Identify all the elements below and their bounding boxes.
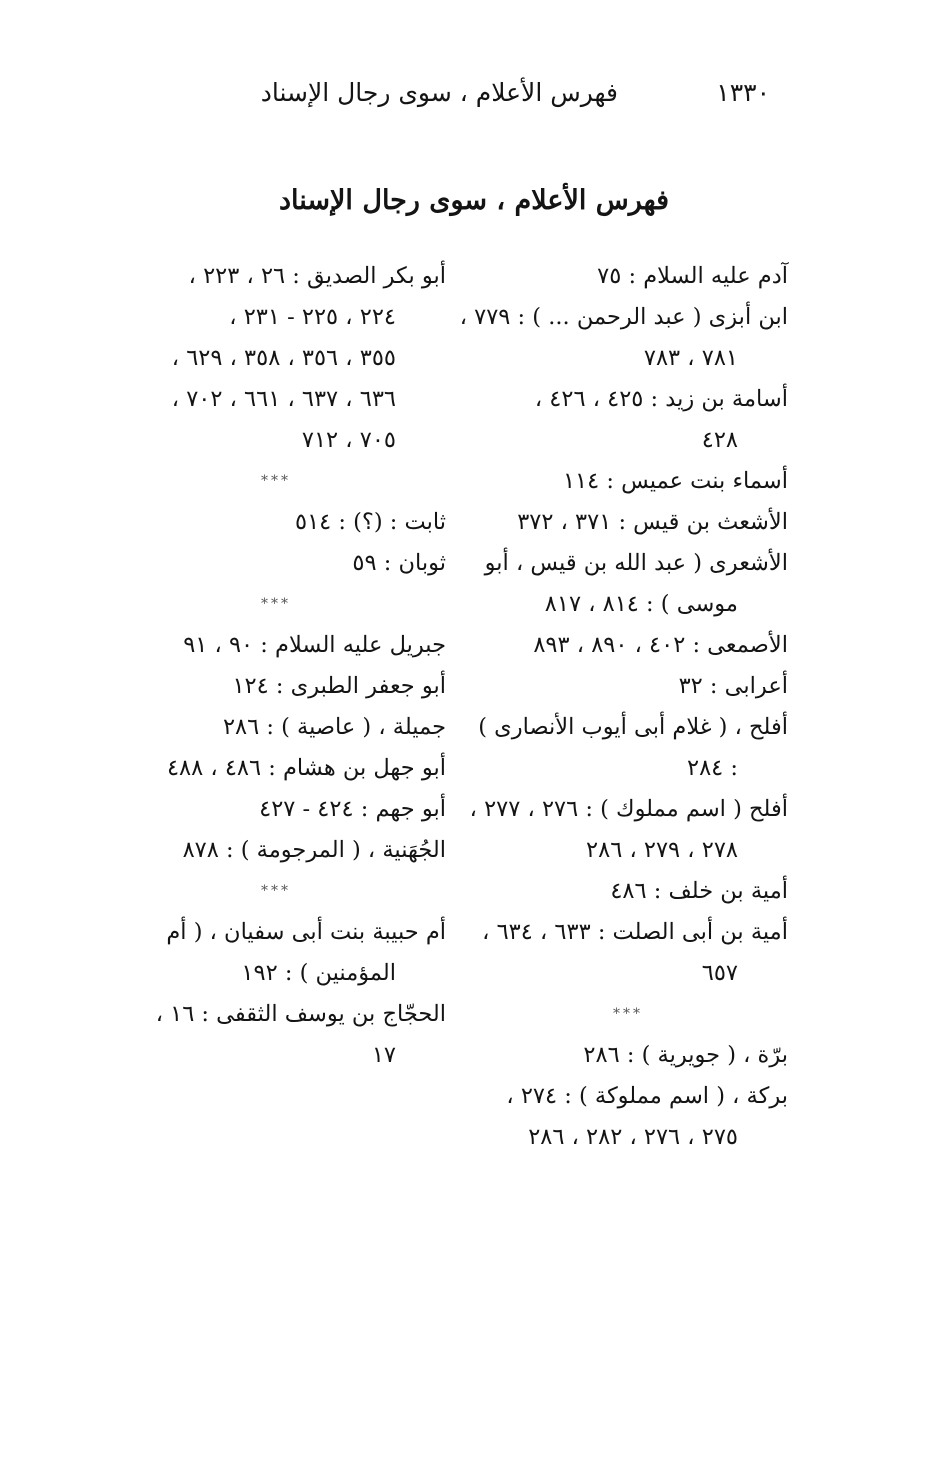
index-entry-continuation: المؤمنين ) : ١٩٢ xyxy=(241,960,396,986)
index-entry-continuation: ٦٥٧ xyxy=(701,960,738,986)
index-entry: آدم عليه السلام : ٧٥ xyxy=(597,263,788,289)
index-entry: برّة ، ( جويرية ) : ٢٨٦ xyxy=(583,1042,788,1068)
index-entry: جميلة ، ( عاصية ) : ٢٨٦ xyxy=(222,714,446,740)
index-entry: أبو بكر الصديق : ٢٦ ، ٢٢٣ ، xyxy=(188,263,446,289)
index-entry: الحجّاج بن يوسف الثقفى : ١٦ ، xyxy=(155,1001,446,1027)
index-entry: ابن أبزى ( عبد الرحمن ... ) : ٧٧٩ ، xyxy=(459,304,788,330)
index-entry-continuation: ٢٧٥ ، ٢٧٦ ، ٢٨٢ ، ٢٨٦ xyxy=(528,1124,738,1150)
index-entry: أبو جعفر الطبرى : ١٢٤ xyxy=(232,673,446,699)
index-entry: الأصمعى : ٤٠٢ ، ٨٩٠ ، ٨٩٣ xyxy=(533,632,788,658)
index-entry: أبو جهل بن هشام : ٤٨٦ ، ٤٨٨ xyxy=(166,755,446,781)
index-entry: أعرابى : ٣٢ xyxy=(678,673,788,699)
index-entry: الأشعرى ( عبد الله بن قيس ، أبو xyxy=(484,550,788,576)
running-title: فهرس الأعلام ، سوى رجال الإسناد xyxy=(260,78,618,107)
index-title: فهرس الأعلام ، سوى رجال الإسناد xyxy=(279,185,669,216)
index-entry-continuation: : ٢٨٤ xyxy=(687,755,738,781)
index-entry: ثوبان : ٥٩ xyxy=(352,550,446,576)
index-entry: أم حبيبة بنت أبى سفيان ، ( أم xyxy=(166,919,446,945)
index-entry: أسامة بن زيد : ٤٢٥ ، ٤٢٦ ، xyxy=(534,386,788,412)
running-header xyxy=(260,78,770,118)
index-entry-continuation: ٢٧٨ ، ٢٧٩ ، ٢٨٦ xyxy=(586,837,738,863)
index-entry: أمية بن أبى الصلت : ٦٣٣ ، ٦٣٤ ، xyxy=(482,919,788,945)
index-entry: الأشعث بن قيس : ٣٧١ ، ٣٧٢ xyxy=(517,509,788,535)
section-separator: *** xyxy=(613,1006,643,1022)
index-entry: جبريل عليه السلام : ٩٠ ، ٩١ xyxy=(183,632,446,658)
index-entry-continuation: ٧٠٥ ، ٧١٢ xyxy=(301,427,396,453)
section-separator: *** xyxy=(261,473,291,489)
index-entry-continuation: ٧٨١ ، ٧٨٣ xyxy=(643,345,738,371)
index-entry: أفلح ، ( غلام أبى أيوب الأنصارى ) xyxy=(478,714,788,740)
index-entry: أفلح ( اسم مملوك ) : ٢٧٦ ، ٢٧٧ ، xyxy=(469,796,788,822)
index-column-right xyxy=(459,256,788,1158)
index-entry: ثابت : (؟) : ٥١٤ xyxy=(294,509,446,535)
index-entry: أبو جهم : ٤٢٤ - ٤٢٧ xyxy=(259,796,446,822)
index-entry-continuation: ٢٢٤ ، ٢٢٥ - ٢٣١ ، xyxy=(229,304,396,330)
index-entry: الجُهَنية ، ( المرجومة ) : ٨٧٨ xyxy=(182,837,446,863)
section-separator: *** xyxy=(261,883,291,899)
index-entry: أسماء بنت عميس : ١١٤ xyxy=(562,468,788,494)
index-entry: بركة ، ( اسم مملوكة ) : ٢٧٤ ، xyxy=(506,1083,788,1109)
index-entry-continuation: ٦٣٦ ، ٦٣٧ ، ٦٦١ ، ٧٠٢ ، xyxy=(171,386,396,412)
index-entry-continuation: ٣٥٥ ، ٣٥٦ ، ٣٥٨ ، ٦٢٩ ، xyxy=(171,345,396,371)
page-number: ١٣٣٠ xyxy=(716,78,770,107)
index-column-left xyxy=(106,256,446,1076)
index-entry-continuation: ١٧ xyxy=(371,1042,396,1068)
section-separator: *** xyxy=(261,596,291,612)
index-entry: أمية بن خلف : ٤٨٦ xyxy=(610,878,788,904)
index-entry-continuation: موسى ) : ٨١٤ ، ٨١٧ xyxy=(544,591,738,617)
index-entry-continuation: ٤٢٨ xyxy=(701,427,738,453)
